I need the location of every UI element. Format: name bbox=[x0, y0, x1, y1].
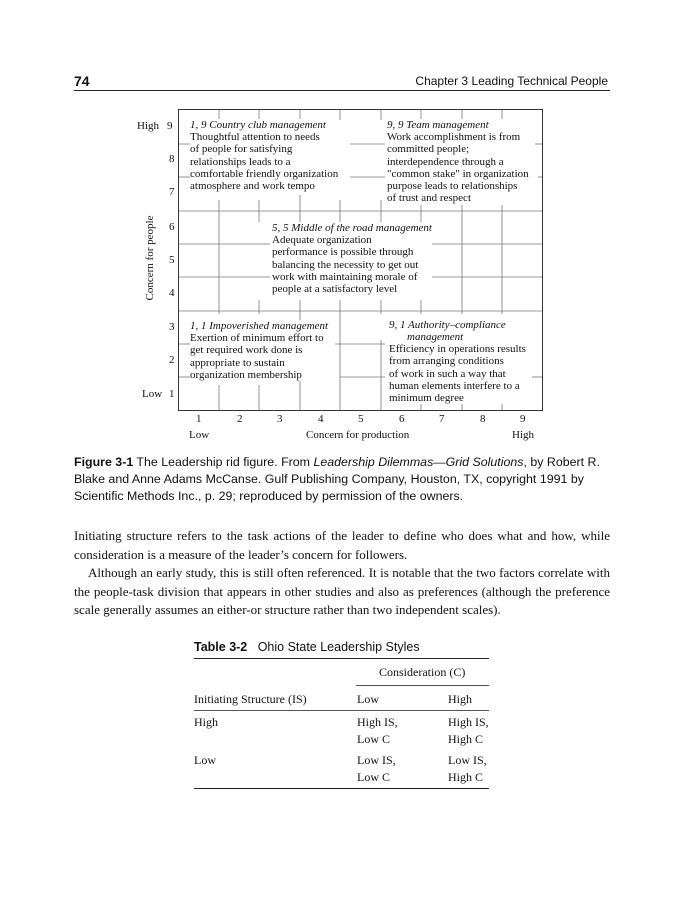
table-bottom-rule bbox=[194, 788, 489, 789]
x-tick: 4 bbox=[318, 413, 324, 425]
cell-title: management bbox=[407, 331, 464, 343]
y-tick: 3 bbox=[169, 321, 175, 333]
table-top-rule bbox=[194, 658, 489, 659]
x-tick: 2 bbox=[237, 413, 243, 425]
table-row-label: High bbox=[194, 715, 218, 729]
body-paragraph: Although an early study, this is still often referenced. It is notable that the two factors correlate with the people-task division that appears in other studies and also as preferences (although the preference scale generally assumes an either-or structure rather than two independent scales). bbox=[74, 565, 610, 617]
y-tick: 8 bbox=[169, 153, 175, 165]
cell-text: Work accomplishment is from committed people; interdependence through a "common stake" in organization purpose leads to relationships of trust and respect bbox=[387, 131, 529, 205]
x-tick: 9 bbox=[520, 413, 526, 425]
y-tick: 7 bbox=[169, 186, 175, 198]
x-tick: 6 bbox=[399, 413, 405, 425]
chapter-header: Chapter 3 Leading Technical People bbox=[415, 74, 608, 88]
table-row-header: Initiating Structure (IS) bbox=[194, 692, 307, 706]
x-tick: 7 bbox=[439, 413, 445, 425]
middle-road-cell bbox=[272, 222, 432, 295]
x-tick: 3 bbox=[277, 413, 283, 425]
body-paragraph: Initiating structure refers to the task actions of the leader to define who does what and how, while consideration is a measure of the leader’s concern for followers. bbox=[74, 528, 610, 562]
page-number: 74 bbox=[74, 73, 90, 89]
table-cell: High C bbox=[448, 770, 484, 784]
table-cell: High C bbox=[448, 732, 484, 746]
country-club-cell bbox=[190, 119, 338, 192]
table-col-header: Low bbox=[357, 692, 379, 706]
cell-text: Adequate organization performance is possible through balancing the necessity to get out work with maintaining morale of people at a satisfactory level bbox=[272, 234, 419, 296]
x-tick: 1 bbox=[196, 413, 202, 425]
cell-title: 5, 5 Middle of the road management bbox=[272, 222, 432, 234]
table-header-rule bbox=[194, 710, 489, 711]
figure-label: Figure 3-1 bbox=[74, 455, 134, 469]
cell-title: 1, 9 Country club management bbox=[190, 119, 326, 131]
caption-text: , by Robert R. Blake and Anne Adams McCanse. Gulf Publishing Company, Houston, TX, copyright 1991 by Scientific Methods Inc., p. 29; reproduced by permission of the owners. bbox=[74, 455, 600, 503]
impoverished-cell bbox=[190, 320, 328, 381]
table-group-rule bbox=[356, 685, 489, 686]
y-tick: 5 bbox=[169, 254, 175, 266]
table-label: Table 3-2 bbox=[194, 640, 248, 654]
caption-book-title: Leadership Dilemmas—Grid Solutions bbox=[313, 455, 524, 469]
authority-cell bbox=[389, 319, 526, 404]
table-cell: Low C bbox=[357, 732, 390, 746]
table-col-header: High bbox=[448, 692, 472, 706]
cell-title: 9, 9 Team management bbox=[387, 119, 489, 131]
y-tick: 2 bbox=[169, 354, 175, 366]
x-high-label: High bbox=[512, 429, 534, 441]
y-tick: 1 bbox=[169, 388, 175, 400]
cell-text: Efficiency in operations results from arranging conditions of work in such a way that human elements interfere to a minimum degree bbox=[389, 343, 526, 405]
table-cell: High IS, bbox=[357, 715, 398, 729]
y-tick: 9 bbox=[167, 120, 173, 132]
x-axis-title: Concern for production bbox=[306, 429, 410, 441]
y-high-label: High bbox=[137, 120, 159, 132]
y-tick: 4 bbox=[169, 287, 175, 299]
table-cell: High IS, bbox=[448, 715, 489, 729]
cell-text: Exertion of minimum effort to get required work done is appropriate to sustain organization membership bbox=[190, 332, 324, 381]
x-tick: 8 bbox=[480, 413, 486, 425]
y-low-label: Low bbox=[142, 388, 163, 400]
y-tick: 6 bbox=[169, 221, 175, 233]
x-tick: 5 bbox=[358, 413, 364, 425]
table-cell: Low C bbox=[357, 770, 390, 784]
team-cell bbox=[387, 119, 529, 205]
x-low-label: Low bbox=[189, 429, 210, 441]
table-row-label: Low bbox=[194, 753, 216, 767]
table-group-header: Consideration (C) bbox=[379, 665, 466, 679]
table-title-text: Ohio State Leadership Styles bbox=[257, 640, 420, 654]
table-cell: Low IS, bbox=[357, 753, 396, 767]
cell-text: Thoughtful attention to needs of people for satisfying relationships leads to a comfortable friendly organization atmosphere and work tempo bbox=[190, 131, 339, 193]
cell-title: 9, 1 Authority–compliance bbox=[389, 319, 506, 331]
cell-title: 1, 1 Impoverished management bbox=[190, 320, 329, 332]
caption-text: The Leadership rid figure. From bbox=[133, 455, 314, 469]
figure-caption bbox=[74, 454, 614, 505]
y-axis-title: Concern for people bbox=[144, 215, 156, 301]
table-title bbox=[194, 640, 420, 654]
table-cell: Low IS, bbox=[448, 753, 487, 767]
